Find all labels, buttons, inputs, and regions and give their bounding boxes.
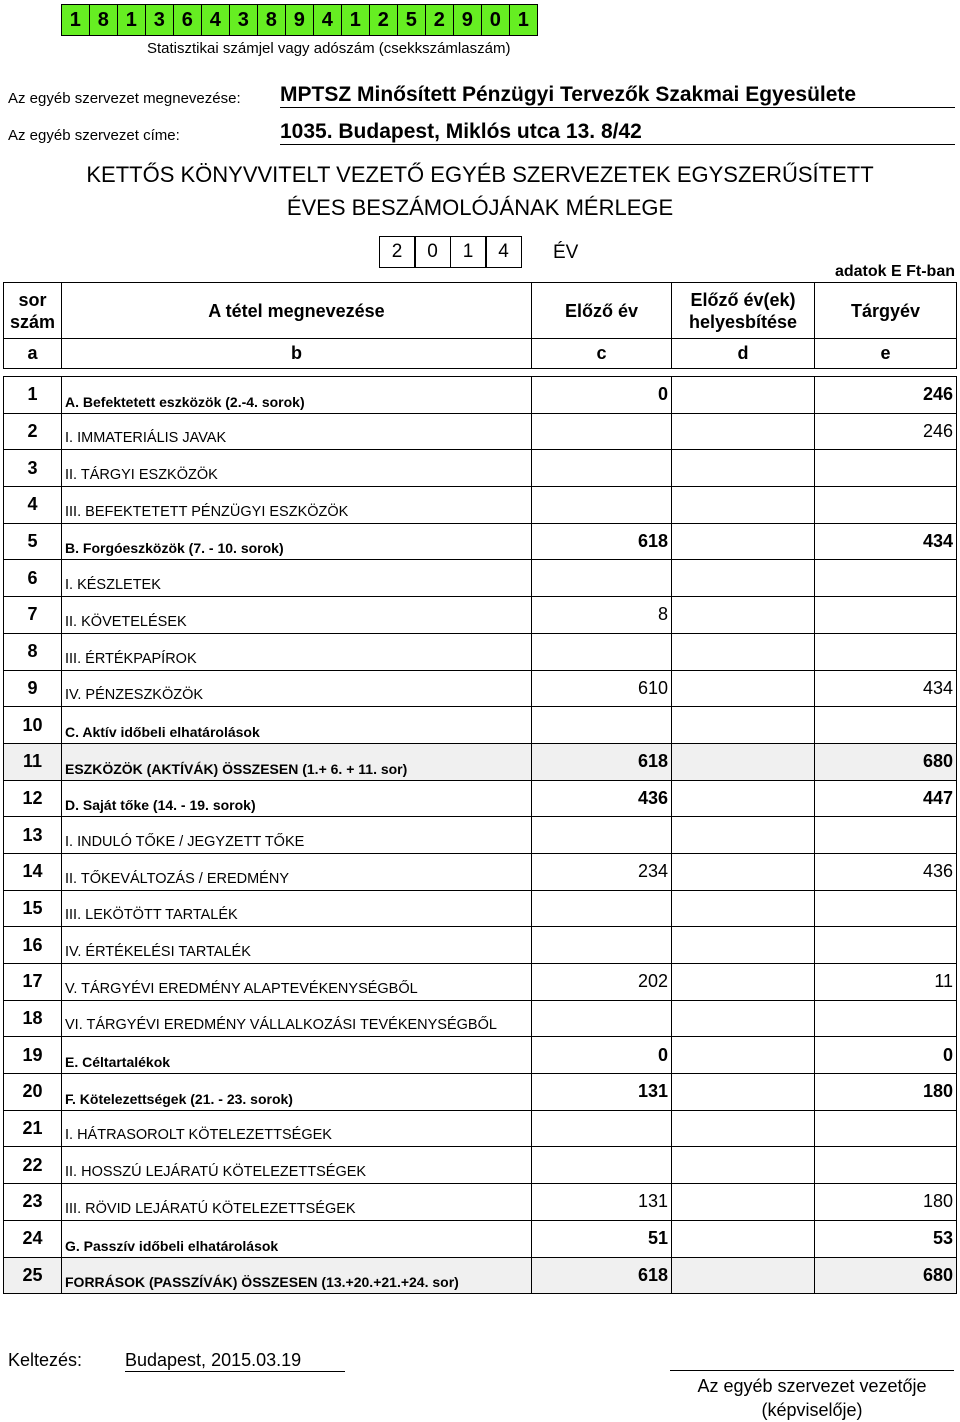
tax-digit-box: 9 [453, 4, 483, 36]
current-year-value: 680 [815, 1257, 957, 1294]
year-digit-box: 4 [485, 236, 522, 268]
row-number: 22 [4, 1147, 62, 1184]
table-row [4, 670, 957, 707]
row-label: III. LEKÖTÖTT TARTALÉK [62, 890, 532, 927]
correction-value [672, 487, 815, 524]
current-year-value: 434 [815, 523, 957, 560]
prev-year-value: 8 [532, 597, 672, 634]
tax-digit-box: 1 [61, 4, 91, 36]
table-row [4, 1147, 957, 1184]
table-row [4, 1184, 957, 1221]
correction-value [672, 780, 815, 817]
row-label: F. Kötelezettségek (21. - 23. sorok) [62, 1074, 532, 1111]
current-year-value [815, 1000, 957, 1037]
row-number: 21 [4, 1110, 62, 1147]
table-row [4, 597, 957, 634]
table-row [4, 450, 957, 487]
row-label: D. Saját tőke (14. - 19. sorok) [62, 780, 532, 817]
row-label: ESZKÖZÖK (AKTÍVÁK) ÖSSZESEN (1.+ 6. + 11. sor) [62, 743, 532, 780]
current-year-value: 246 [815, 413, 957, 450]
row-label: B. Forgóeszközök (7. - 10. sorok) [62, 523, 532, 560]
current-year-value [815, 560, 957, 597]
year-digit-box: 2 [379, 236, 416, 268]
row-label: II. HOSSZÚ LEJÁRATÚ KÖTELEZETTSÉGEK [62, 1147, 532, 1184]
table-row [4, 1074, 957, 1111]
prev-year-value: 51 [532, 1220, 672, 1257]
signature-subtitle: (képviselője) [761, 1400, 863, 1420]
correction-value [672, 597, 815, 634]
current-year-value: 53 [815, 1220, 957, 1257]
current-year-value [815, 450, 957, 487]
row-number: 10 [4, 707, 62, 744]
table-row [4, 707, 957, 744]
tax-number-boxes [62, 4, 538, 36]
table-row [4, 1220, 957, 1257]
row-label: A. Befektetett eszközök (2.-4. sorok) [62, 377, 532, 414]
current-year-value [815, 633, 957, 670]
prev-year-value: 618 [532, 523, 672, 560]
current-year-value: 246 [815, 377, 957, 414]
row-number: 3 [4, 450, 62, 487]
signature-line [670, 1370, 954, 1371]
current-year-value [815, 1147, 957, 1184]
table-row [4, 560, 957, 597]
current-year-value [815, 890, 957, 927]
prev-year-value: 202 [532, 964, 672, 1001]
table-row [4, 964, 957, 1001]
prev-year-value: 618 [532, 1257, 672, 1294]
tax-digit-box: 0 [481, 4, 511, 36]
row-label: II. TÁRGYI ESZKÖZÖK [62, 450, 532, 487]
prev-year-value [532, 1147, 672, 1184]
current-year-value [815, 927, 957, 964]
correction-value [672, 560, 815, 597]
date-label: Keltezés: [8, 1350, 83, 1370]
row-number: 20 [4, 1074, 62, 1111]
correction-value [672, 1257, 815, 1294]
row-number: 4 [4, 487, 62, 524]
correction-value [672, 1037, 815, 1074]
tax-digit-box: 2 [369, 4, 399, 36]
correction-value [672, 817, 815, 854]
row-label: II. KÖVETELÉSEK [62, 597, 532, 634]
signature-title: Az egyéb szervezet vezetője [697, 1376, 927, 1396]
tax-digit-box: 5 [397, 4, 427, 36]
row-label: III. ÉRTÉKPAPÍROK [62, 633, 532, 670]
row-number: 2 [4, 413, 62, 450]
current-year-value: 447 [815, 780, 957, 817]
tax-digit-box: 1 [341, 4, 371, 36]
row-number: 5 [4, 523, 62, 560]
header-name: A tétel megnevezése [62, 283, 532, 339]
table-row [4, 1000, 957, 1037]
current-year-value: 11 [815, 964, 957, 1001]
tax-digit-box: 9 [285, 4, 315, 36]
correction-value [672, 1220, 815, 1257]
table-row [4, 487, 957, 524]
table-row [4, 633, 957, 670]
row-label: I. HÁTRASOROLT KÖTELEZETTSÉGEK [62, 1110, 532, 1147]
correction-value [672, 1000, 815, 1037]
tax-digit-box: 1 [117, 4, 147, 36]
row-number: 24 [4, 1220, 62, 1257]
table-row [4, 890, 957, 927]
row-label: III. RÖVID LEJÁRATÚ KÖTELEZETTSÉGEK [62, 1184, 532, 1221]
correction-value [672, 1184, 815, 1221]
prev-year-value [532, 450, 672, 487]
letter-c: c [532, 339, 672, 369]
org-name-label: Az egyéb szervezet megnevezése: [8, 90, 241, 107]
prev-year-value: 0 [532, 1037, 672, 1074]
prev-year-value: 618 [532, 743, 672, 780]
row-label: E. Céltartalékok [62, 1037, 532, 1074]
table-row [4, 817, 957, 854]
current-year-value: 434 [815, 670, 957, 707]
row-label: VI. TÁRGYÉVI EREDMÉNY VÁLLALKOZÁSI TEVÉKENYSÉGBŐL [62, 1000, 532, 1037]
row-number: 1 [4, 377, 62, 414]
correction-value [672, 670, 815, 707]
correction-value [672, 450, 815, 487]
current-year-value: 180 [815, 1074, 957, 1111]
prev-year-value [532, 817, 672, 854]
current-year-value: 436 [815, 853, 957, 890]
correction-value [672, 1110, 815, 1147]
letter-d: d [672, 339, 815, 369]
prev-year-value [532, 487, 672, 524]
units-label: adatok E Ft-ban [834, 263, 955, 280]
year-boxes [380, 236, 522, 268]
row-label: IV. ÉRTÉKELÉSI TARTALÉK [62, 927, 532, 964]
correction-value [672, 1147, 815, 1184]
row-label: G. Passzív időbeli elhatárolások [62, 1220, 532, 1257]
table-row [4, 523, 957, 560]
row-number: 19 [4, 1037, 62, 1074]
correction-value [672, 413, 815, 450]
row-label: V. TÁRGYÉVI EREDMÉNY ALAPTEVÉKENYSÉGBŐL [62, 964, 532, 1001]
table-row [4, 413, 957, 450]
prev-year-value [532, 560, 672, 597]
row-number: 12 [4, 780, 62, 817]
current-year-value [815, 597, 957, 634]
document-title-line2: ÉVES BESZÁMOLÓJÁNAK MÉRLEGE [286, 195, 674, 220]
column-letters-row [4, 339, 957, 369]
row-number: 25 [4, 1257, 62, 1294]
tax-digit-box: 8 [89, 4, 119, 36]
header-curr: Tárgyév [815, 283, 957, 339]
tax-digit-box: 4 [201, 4, 231, 36]
row-number: 16 [4, 927, 62, 964]
correction-value [672, 707, 815, 744]
signature-block [670, 1374, 954, 1422]
tax-number-caption: Statisztikai számjel vagy adószám (csekkszámlaszám) [147, 40, 511, 57]
tax-digit-box: 8 [257, 4, 287, 36]
tax-digit-box: 3 [229, 4, 259, 36]
table-row [4, 743, 957, 780]
year-digit-box: 0 [414, 236, 451, 268]
tax-digit-box: 2 [425, 4, 455, 36]
header-corr: Előző év(ek) helyesbítése [672, 283, 815, 339]
row-label: III. BEFEKTETETT PÉNZÜGYI ESZKÖZÖK [62, 487, 532, 524]
correction-value [672, 633, 815, 670]
prev-year-value [532, 1110, 672, 1147]
table-row [4, 853, 957, 890]
correction-value [672, 964, 815, 1001]
correction-value [672, 927, 815, 964]
correction-value [672, 853, 815, 890]
balance-sheet-table [3, 282, 957, 1294]
header-row-num: sor szám [4, 283, 62, 339]
prev-year-value: 436 [532, 780, 672, 817]
tax-digit-box: 4 [313, 4, 343, 36]
header-prev: Előző év [532, 283, 672, 339]
prev-year-value: 131 [532, 1074, 672, 1111]
current-year-value: 680 [815, 743, 957, 780]
table-row [4, 377, 957, 414]
letter-e: e [815, 339, 957, 369]
current-year-value [815, 817, 957, 854]
correction-value [672, 523, 815, 560]
date-value: Budapest, 2015.03.19 [125, 1350, 345, 1372]
prev-year-value [532, 890, 672, 927]
document-title-line1: KETTŐS KÖNYVVITELT VEZETŐ EGYÉB SZERVEZETEK EGYSZERŰSÍTETT [86, 162, 874, 187]
year-label: ÉV [553, 242, 579, 263]
table-header-row [4, 283, 957, 339]
tax-digit-box: 3 [145, 4, 175, 36]
row-label: C. Aktív időbeli elhatárolások [62, 707, 532, 744]
row-number: 6 [4, 560, 62, 597]
table-row [4, 780, 957, 817]
correction-value [672, 377, 815, 414]
row-number: 11 [4, 743, 62, 780]
row-label: I. INDULÓ TŐKE / JEGYZETT TŐKE [62, 817, 532, 854]
table-row [4, 1110, 957, 1147]
prev-year-value: 131 [532, 1184, 672, 1221]
row-label: I. KÉSZLETEK [62, 560, 532, 597]
tax-digit-box: 1 [509, 4, 539, 36]
prev-year-value [532, 1000, 672, 1037]
table-row [4, 1037, 957, 1074]
row-number: 23 [4, 1184, 62, 1221]
row-number: 9 [4, 670, 62, 707]
current-year-value [815, 1110, 957, 1147]
prev-year-value: 610 [532, 670, 672, 707]
current-year-value: 180 [815, 1184, 957, 1221]
letter-a: a [4, 339, 62, 369]
letter-b: b [62, 339, 532, 369]
row-number: 8 [4, 633, 62, 670]
row-number: 7 [4, 597, 62, 634]
row-label: FORRÁSOK (PASSZÍVÁK) ÖSSZESEN (13.+20.+21.+24. sor) [62, 1257, 532, 1294]
prev-year-value [532, 707, 672, 744]
correction-value [672, 743, 815, 780]
current-year-value: 0 [815, 1037, 957, 1074]
tax-digit-box: 6 [173, 4, 203, 36]
prev-year-value [532, 927, 672, 964]
table-row [4, 927, 957, 964]
row-number: 15 [4, 890, 62, 927]
row-label: IV. PÉNZESZKÖZÖK [62, 670, 532, 707]
org-address: 1035. Budapest, Miklós utca 13. 8/42 [280, 120, 955, 145]
table-row [4, 1257, 957, 1294]
row-label: II. TŐKEVÁLTOZÁS / EREDMÉNY [62, 853, 532, 890]
row-number: 13 [4, 817, 62, 854]
org-address-label: Az egyéb szervezet címe: [8, 127, 180, 144]
current-year-value [815, 707, 957, 744]
row-label: I. IMMATERIÁLIS JAVAK [62, 413, 532, 450]
correction-value [672, 890, 815, 927]
correction-value [672, 1074, 815, 1111]
org-name: MPTSZ Minősített Pénzügyi Tervezők Szakmai Egyesülete [280, 83, 955, 108]
row-number: 18 [4, 1000, 62, 1037]
prev-year-value: 234 [532, 853, 672, 890]
year-digit-box: 1 [450, 236, 487, 268]
row-number: 14 [4, 853, 62, 890]
row-number: 17 [4, 964, 62, 1001]
current-year-value [815, 487, 957, 524]
prev-year-value: 0 [532, 377, 672, 414]
prev-year-value [532, 413, 672, 450]
prev-year-value [532, 633, 672, 670]
